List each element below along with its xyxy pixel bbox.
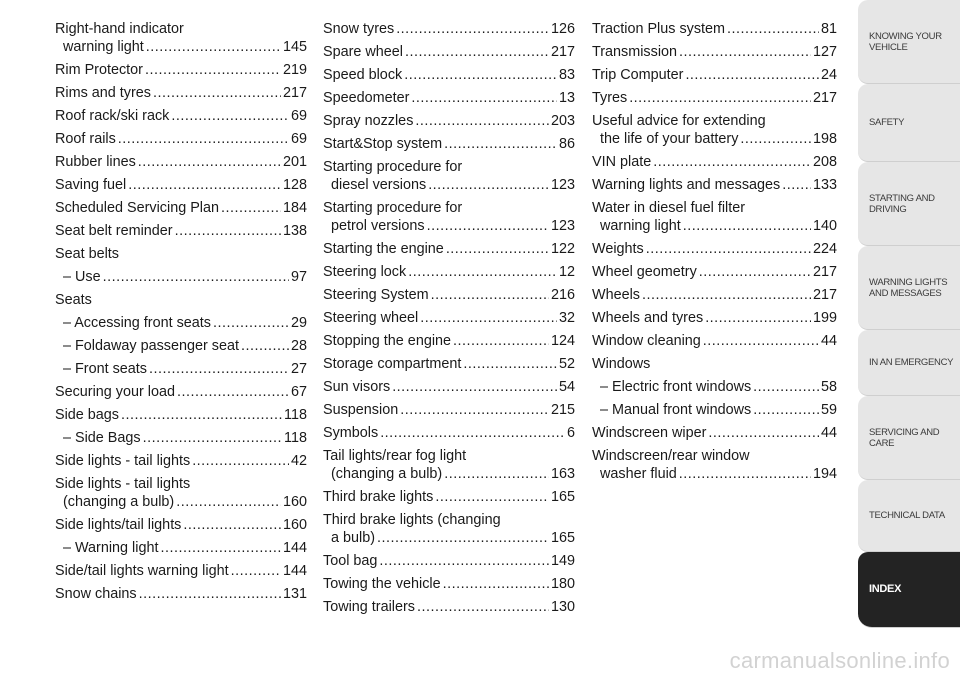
dot-leader (380, 424, 565, 442)
index-entry (592, 447, 837, 483)
page-number[interactable]: 215 (550, 402, 575, 418)
page-number[interactable]: 28 (290, 338, 307, 354)
page-number[interactable]: 131 (282, 586, 307, 602)
dot-leader (435, 488, 549, 506)
dot-leader (379, 552, 549, 570)
index-entry (323, 355, 575, 373)
page-number[interactable]: 149 (550, 553, 575, 569)
dot-leader (705, 309, 811, 327)
page-number[interactable]: 118 (284, 407, 307, 423)
index-entry (323, 20, 575, 38)
index-entry (323, 286, 575, 304)
page-number[interactable]: 130 (550, 599, 575, 615)
dot-leader (392, 378, 557, 396)
index-entry (55, 406, 307, 424)
index-entry (323, 401, 575, 419)
tab-technical-data[interactable] (858, 480, 960, 552)
index-subentry (55, 337, 307, 355)
index-subentry (55, 360, 307, 378)
page-number[interactable]: 6 (566, 425, 575, 441)
tab-warning-lights-and-messages[interactable] (858, 246, 960, 330)
entry-text: Side lights/tail lights (55, 517, 182, 533)
entry-text: Side lights - tail lights (55, 476, 191, 492)
index-entry (323, 447, 575, 483)
page-number[interactable]: 165 (550, 489, 575, 505)
entry-text: Side bags (55, 407, 120, 423)
tab-knowing-your-vehicle[interactable] (858, 0, 960, 84)
index-column-3 (592, 20, 837, 488)
dot-leader (177, 383, 289, 401)
index-entry (55, 107, 307, 125)
dot-leader (241, 337, 289, 355)
page-number[interactable]: 122 (550, 241, 575, 257)
entry-text: a bulb) (331, 530, 376, 546)
index-entry (55, 383, 307, 401)
dot-leader (782, 176, 811, 194)
index-column-2 (323, 20, 575, 621)
entry-text: diesel versions (331, 177, 427, 193)
page-number[interactable]: 219 (282, 62, 307, 78)
tab-index[interactable] (858, 552, 960, 628)
index-entry (55, 475, 307, 511)
dot-leader (138, 153, 281, 171)
page-number[interactable]: 133 (812, 177, 837, 193)
entry-text: Speed block (323, 67, 403, 83)
page-number[interactable]: 24 (820, 67, 837, 83)
page-number[interactable]: 194 (812, 466, 837, 482)
page-number[interactable]: 145 (282, 39, 307, 55)
index-entry (592, 240, 837, 258)
dot-leader (139, 585, 281, 603)
entry-text: the life of your battery (600, 131, 739, 147)
dot-leader (740, 130, 811, 148)
dot-leader (149, 360, 289, 378)
index-entry (55, 199, 307, 217)
index-entry (592, 309, 837, 327)
entry-text: Roof rack/ski rack (55, 108, 170, 124)
entry-text: Wheels and tyres (592, 310, 704, 326)
dot-leader (446, 240, 549, 258)
page-number[interactable]: 128 (282, 177, 307, 193)
index-entry (592, 263, 837, 281)
tab-label: INDEX (869, 583, 902, 595)
entry-text: Starting procedure for (323, 200, 463, 216)
dot-leader (679, 43, 811, 61)
tab-safety[interactable] (858, 84, 960, 162)
page-number[interactable]: 118 (284, 430, 307, 446)
index-entry (55, 452, 307, 470)
entry-text: Right-hand indicator (55, 21, 184, 37)
entry-text: (changing a bulb) (63, 494, 175, 510)
entry-text: – Side Bags (63, 430, 141, 446)
entry-text: Traction Plus system (592, 21, 726, 37)
index-entry (592, 332, 837, 350)
entry-text: Spare wheel (323, 44, 403, 60)
entry-text: Windscreen/rear window (592, 448, 750, 464)
entry-text: Snow tyres (323, 21, 395, 37)
dot-leader (453, 332, 549, 350)
page-number[interactable]: 165 (550, 530, 575, 546)
dot-leader (128, 176, 281, 194)
page-number[interactable]: 58 (820, 379, 837, 395)
page-number[interactable]: 217 (812, 287, 837, 303)
page-number[interactable]: 29 (290, 315, 307, 331)
index-entry (55, 562, 307, 580)
dot-leader (192, 452, 289, 470)
index-entry (592, 286, 837, 304)
entry-text: Towing trailers (323, 599, 415, 615)
dot-leader (703, 332, 819, 350)
dot-leader (679, 465, 811, 483)
dot-leader (183, 516, 281, 534)
entry-text: Tool bag (323, 553, 378, 569)
index-entry (592, 199, 837, 235)
entry-text: Third brake lights (323, 489, 434, 505)
page-number[interactable]: 54 (558, 379, 575, 395)
dot-leader (175, 222, 281, 240)
dot-leader (121, 406, 282, 424)
index-entry (323, 332, 575, 350)
page-number[interactable]: 217 (550, 44, 575, 60)
page-number[interactable]: 163 (550, 466, 575, 482)
index-entry (592, 176, 837, 194)
page-number[interactable]: 27 (290, 361, 307, 377)
index-entry (55, 516, 307, 534)
page-number[interactable]: 126 (550, 21, 575, 37)
index-entry (323, 575, 575, 593)
index-entry (592, 153, 837, 171)
page-number[interactable]: 203 (550, 113, 575, 129)
index-entry (323, 199, 575, 235)
index-subentry (55, 539, 307, 557)
page-number[interactable]: 138 (282, 223, 307, 239)
entry-text: Speedometer (323, 90, 410, 106)
entry-text: – Front seats (63, 361, 147, 377)
index-subentry (592, 378, 837, 396)
entry-text: Side lights - tail lights (55, 453, 191, 469)
dot-leader (629, 89, 811, 107)
tab-label: KNOWING YOUR VEHICLE (869, 30, 942, 53)
tab-starting-and-driving[interactable] (858, 162, 960, 246)
dot-leader (463, 355, 557, 373)
entry-text: Trip Computer (592, 67, 684, 83)
page-number[interactable]: 52 (558, 356, 575, 372)
dot-leader (444, 465, 549, 483)
dot-leader (417, 598, 549, 616)
entry-text: Saving fuel (55, 177, 127, 193)
entry-text: (changing a bulb) (331, 466, 443, 482)
page-number[interactable]: 160 (282, 517, 307, 533)
page-number[interactable]: 208 (812, 154, 837, 170)
entry-text: Towing the vehicle (323, 576, 441, 592)
entry-text: Rim Protector (55, 62, 143, 78)
entry-text: Rubber lines (55, 154, 136, 170)
dot-leader (683, 217, 811, 235)
page-number[interactable]: 144 (282, 540, 307, 556)
dot-leader (400, 401, 549, 419)
entry-text: Storage compartment (323, 356, 462, 372)
entry-text: washer fluid (600, 466, 677, 482)
index-entry (323, 378, 575, 396)
entry-text: warning light (600, 218, 681, 234)
index-entry (55, 130, 307, 148)
entry-text: Start&Stop system (323, 136, 443, 152)
page-number[interactable]: 59 (820, 402, 837, 418)
entry-text: Symbols (323, 425, 379, 441)
dot-leader (231, 562, 281, 580)
page-number[interactable]: 217 (282, 85, 307, 101)
entry-text: – Warning light (63, 540, 159, 556)
entry-text: Stopping the engine (323, 333, 452, 349)
dot-leader (221, 199, 281, 217)
page-number[interactable]: 160 (282, 494, 307, 510)
entry-text: – Manual front windows (600, 402, 752, 418)
page-number[interactable]: 44 (820, 333, 837, 349)
entry-text: Third brake lights (changing (323, 512, 501, 528)
index-entry (323, 112, 575, 130)
tab-label: STARTING AND DRIVING (869, 192, 935, 215)
page-number[interactable]: 224 (812, 241, 837, 257)
dot-leader (444, 135, 557, 153)
index-entry (323, 552, 575, 570)
dot-leader (160, 539, 281, 557)
dot-leader (753, 401, 819, 419)
index-entry (55, 20, 307, 56)
entry-text: Water in diesel fuel filter (592, 200, 746, 216)
entry-text: Snow chains (55, 586, 137, 602)
page-number[interactable]: 123 (550, 218, 575, 234)
entry-text: Seats (55, 292, 92, 308)
entry-text: Windows (592, 356, 651, 372)
index-entry (55, 222, 307, 240)
dot-leader (396, 20, 549, 38)
entry-text: Seat belt reminder (55, 223, 173, 239)
page-number[interactable]: 124 (550, 333, 575, 349)
entry-text: Starting procedure for (323, 159, 463, 175)
entry-text: Windscreen wiper (592, 425, 707, 441)
index-entry (55, 245, 307, 263)
dot-leader (443, 575, 549, 593)
page-number[interactable]: 180 (550, 576, 575, 592)
dot-leader (646, 240, 811, 258)
dot-leader (653, 153, 811, 171)
dot-leader (153, 84, 281, 102)
index-entry (323, 135, 575, 153)
dot-leader (727, 20, 819, 38)
entry-text: Window cleaning (592, 333, 701, 349)
dot-leader (408, 263, 557, 281)
tab-in-an-emergency[interactable] (858, 330, 960, 396)
page-number[interactable]: 201 (282, 154, 307, 170)
dot-leader (427, 217, 549, 235)
index-subentry (55, 268, 307, 286)
dot-leader (642, 286, 811, 304)
entry-text: Securing your load (55, 384, 175, 400)
dot-leader (411, 89, 557, 107)
page-number[interactable]: 83 (558, 67, 575, 83)
entry-text: Transmission (592, 44, 678, 60)
entry-text: – Electric front windows (600, 379, 752, 395)
entry-text: Steering wheel (323, 310, 419, 326)
index-entry (323, 43, 575, 61)
page-number[interactable]: 216 (550, 287, 575, 303)
index-entry (323, 488, 575, 506)
page-number[interactable]: 123 (550, 177, 575, 193)
index-entry (592, 43, 837, 61)
tab-label: SAFETY (869, 117, 905, 128)
dot-leader (405, 43, 549, 61)
dot-leader (415, 112, 549, 130)
dot-leader (708, 424, 819, 442)
tab-servicing-and-care[interactable] (858, 396, 960, 480)
entry-text: Useful advice for extending (592, 113, 766, 129)
index-subentry (592, 401, 837, 419)
entry-text: Rims and tyres (55, 85, 151, 101)
tab-label: SERVICING AND CARE (869, 426, 940, 449)
index-entry (323, 309, 575, 327)
tab-label: TECHNICAL DATA (869, 510, 945, 521)
entry-text: Spray nozzles (323, 113, 414, 129)
dot-leader (118, 130, 289, 148)
entry-text: Roof rails (55, 131, 116, 147)
entry-text: VIN plate (592, 154, 652, 170)
dot-leader (404, 66, 557, 84)
chapter-tab-sidebar (858, 0, 960, 636)
index-entry (592, 355, 837, 373)
index-entry (592, 112, 837, 148)
index-subentry (55, 429, 307, 447)
entry-text: petrol versions (331, 218, 425, 234)
page-number[interactable]: 184 (282, 200, 307, 216)
entry-text: Wheel geometry (592, 264, 697, 280)
page-number[interactable]: 144 (282, 563, 307, 579)
index-entry (55, 84, 307, 102)
index-entry (323, 240, 575, 258)
index-entry (55, 291, 307, 309)
page-number[interactable]: 69 (290, 108, 307, 124)
entry-text: Tyres (592, 90, 628, 106)
entry-text: Sun visors (323, 379, 391, 395)
dot-leader (213, 314, 289, 332)
entry-text: Steering lock (323, 264, 407, 280)
page-number[interactable]: 217 (812, 90, 837, 106)
index-subentry (55, 314, 307, 332)
page-number[interactable]: 217 (812, 264, 837, 280)
index-entry (592, 66, 837, 84)
entry-text: – Foldaway passenger seat (63, 338, 239, 354)
entry-text: Suspension (323, 402, 399, 418)
dot-leader (753, 378, 819, 396)
index-entry (592, 424, 837, 442)
entry-text: Steering System (323, 287, 429, 303)
dot-leader (146, 38, 281, 56)
entry-text: – Use (63, 269, 101, 285)
entry-text: Warning lights and messages (592, 177, 781, 193)
page-number[interactable]: 86 (558, 136, 575, 152)
watermark: carmanualsonline.info (729, 648, 950, 673)
page-number[interactable]: 127 (812, 44, 837, 60)
entry-text: Scheduled Servicing Plan (55, 200, 219, 216)
index-entry (323, 158, 575, 194)
entry-text: Weights (592, 241, 644, 257)
page-number[interactable]: 42 (290, 453, 307, 469)
dot-leader (428, 176, 549, 194)
index-entry (592, 20, 837, 38)
page-number[interactable]: 199 (812, 310, 837, 326)
index-entry (592, 89, 837, 107)
page-number[interactable]: 13 (558, 90, 575, 106)
page-number[interactable]: 81 (820, 21, 837, 37)
index-entry (55, 585, 307, 603)
index-entry (323, 89, 575, 107)
page-number[interactable]: 32 (558, 310, 575, 326)
page-number[interactable]: 198 (812, 131, 837, 147)
page-number[interactable]: 67 (290, 384, 307, 400)
dot-leader (103, 268, 289, 286)
dot-leader (685, 66, 819, 84)
index-entry (323, 511, 575, 547)
entry-text: warning light (63, 39, 144, 55)
dot-leader (143, 429, 282, 447)
page-number[interactable]: 44 (820, 425, 837, 441)
dot-leader (145, 61, 281, 79)
dot-leader (377, 529, 549, 547)
index-entry (55, 153, 307, 171)
index-column-1 (55, 20, 307, 608)
index-entry (323, 424, 575, 442)
index-entry (55, 61, 307, 79)
entry-text: Wheels (592, 287, 640, 303)
entry-text: Tail lights/rear fog light (323, 448, 467, 464)
index-entry (323, 263, 575, 281)
dot-leader (176, 493, 281, 511)
dot-leader (699, 263, 811, 281)
index-entry (323, 598, 575, 616)
page-number[interactable]: 69 (290, 131, 307, 147)
index-entry (55, 176, 307, 194)
tab-label: IN AN EMERGENCY (869, 357, 954, 368)
dot-leader (171, 107, 289, 125)
entry-text: – Accessing front seats (63, 315, 211, 331)
dot-leader (420, 309, 557, 327)
index-entry (323, 66, 575, 84)
entry-text: Starting the engine (323, 241, 444, 257)
page-number[interactable]: 12 (558, 264, 575, 280)
entry-text: Seat belts (55, 246, 119, 262)
entry-text: Side/tail lights warning light (55, 563, 229, 579)
dot-leader (431, 286, 549, 304)
page-number[interactable]: 140 (812, 218, 837, 234)
tab-label: WARNING LIGHTS AND MESSAGES (869, 276, 948, 299)
page-number[interactable]: 97 (290, 269, 307, 285)
